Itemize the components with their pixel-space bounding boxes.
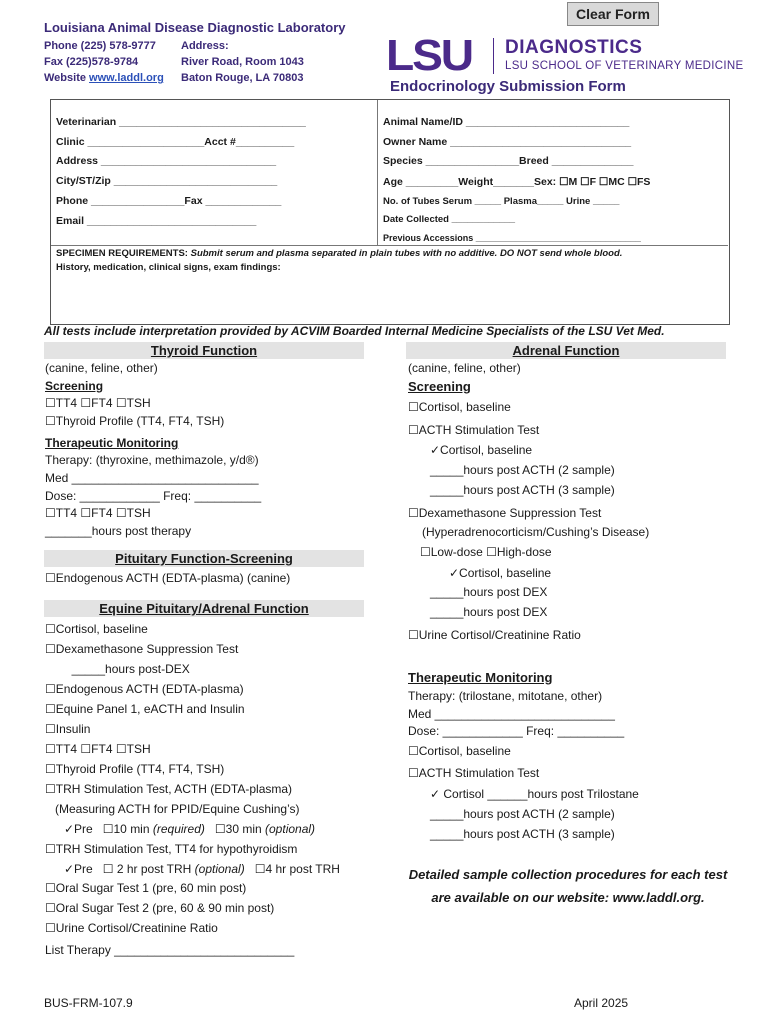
previous-accessions-field[interactable]: Previous Accessions _________________________________ — [383, 233, 641, 243]
thyroid-monitor-tests[interactable]: ☐TT4 ☐FT4 ☐TSH — [45, 506, 151, 520]
acth-stim-checkbox[interactable]: ☐ACTH Stimulation Test — [408, 423, 540, 437]
trh-10min[interactable]: ☐10 min — [102, 822, 153, 836]
pituitary-heading: Pituitary Function-Screening — [44, 550, 364, 567]
spec-text: Submit serum and plasma separated in plain tubes with no additive. DO NOT send whole blood. — [187, 248, 623, 259]
equine-item[interactable]: ☐Thyroid Profile (TT4, FT4, TSH) — [45, 762, 225, 776]
monitor-acth-3sample[interactable]: _____hours post ACTH (3 sample) — [430, 827, 615, 841]
logo-school: LSU SCHOOL OF VETERINARY MEDICINE — [505, 60, 744, 72]
spec-label: SPECIMEN REQUIREMENTS: — [56, 248, 188, 259]
trh2-2hr[interactable]: ☐ 2 hr post TRH — [102, 862, 195, 876]
thyroid-profile-checkbox[interactable]: ☐Thyroid Profile (TT4, FT4, TSH) — [45, 414, 225, 428]
form-date: April 2025 — [574, 996, 629, 1010]
equine-item[interactable]: ☐Urine Cortisol/Creatinine Ratio — [45, 921, 218, 935]
equine-heading: Equine Pituitary/Adrenal Function — [44, 600, 364, 617]
clinic-field[interactable]: Clinic ____________________Acct #__________ — [56, 136, 295, 148]
interpretation-note: All tests include interpretation provided by ACVIM Boarded Internal Medicine Specialists of the LSU Vet Med. — [44, 324, 665, 338]
urine-cortisol-checkbox[interactable]: ☐Urine Cortisol/Creatinine Ratio — [408, 628, 581, 642]
lab-contact — [44, 38, 164, 86]
phone-field[interactable]: Phone ________________Fax _____________ — [56, 195, 282, 207]
tubes-field[interactable]: No. of Tubes Serum _____ Plasma_____ Urine _____ — [383, 196, 620, 207]
equine-item[interactable]: ☐Dexamethasone Suppression Test — [45, 642, 239, 656]
adrenal-therapeutic-heading: Therapeutic Monitoring — [408, 670, 553, 685]
trh2-4hr[interactable]: ☐4 hr post TRH — [254, 862, 340, 876]
logo-divider — [493, 38, 494, 74]
adrenal-screening-heading: Screening — [408, 379, 471, 394]
dex-hours-2[interactable]: _____hours post DEX — [430, 605, 548, 619]
dex-suppression-checkbox[interactable]: ☐Dexamethasone Suppression Test — [408, 506, 602, 520]
equine-item[interactable]: ☐Oral Sugar Test 2 (pre, 60 & 90 min post) — [45, 901, 275, 915]
equine-item[interactable]: ☐TT4 ☐FT4 ☐TSH — [45, 742, 151, 756]
veterinarian-field[interactable]: Veterinarian ________________________________ — [56, 116, 306, 128]
adrenal-cortisol-checkbox[interactable]: ☐Cortisol, baseline — [408, 400, 511, 414]
trh-30min[interactable]: ☐30 min — [214, 822, 266, 836]
logo-diagnostics: DIAGNOSTICS — [505, 37, 643, 58]
equine-item[interactable]: ☐Oral Sugar Test 1 (pre, 60 min post) — [45, 881, 247, 895]
thyroid-therapeutic-heading: Therapeutic Monitoring — [45, 436, 179, 450]
lab-name: Louisiana Animal Disease Diagnostic Laboratory — [44, 20, 346, 35]
equine-item[interactable]: ☐Equine Panel 1, eACTH and Insulin — [45, 702, 245, 716]
lab-fax: Fax (225)578-9784 — [44, 56, 139, 68]
lab-phone: Phone (225) 578-9777 — [44, 40, 156, 52]
form-title: Endocrinology Submission Form — [390, 78, 626, 95]
thyroid-screening-heading: Screening — [45, 379, 104, 393]
lab-website-row — [44, 70, 164, 86]
box-divider-vertical — [377, 100, 378, 245]
adrenal-monitor-acth[interactable]: ☐ACTH Stimulation Test — [408, 766, 540, 780]
trilostane-cortisol[interactable]: ✓ Cortisol ______hours post Trilostane — [430, 787, 639, 801]
adrenal-species: (canine, feline, other) — [408, 361, 521, 375]
form-code: BUS-FRM-107.9 — [44, 996, 133, 1010]
thyroid-species: (canine, feline, other) — [45, 361, 158, 375]
thyroid-screen-tests[interactable]: ☐TT4 ☐FT4 ☐TSH — [45, 396, 151, 410]
thyroid-dose-field[interactable]: Dose: ____________ Freq: __________ — [45, 489, 262, 503]
animal-name-field[interactable]: Animal Name/ID ____________________________ — [383, 116, 630, 128]
email-field[interactable]: Email _____________________________ — [56, 215, 257, 227]
trh-tt4-timepoints[interactable] — [64, 862, 340, 876]
acth-hours-2sample[interactable]: _____hours post ACTH (2 sample) — [430, 463, 615, 477]
adrenal-monitor-cortisol[interactable]: ☐Cortisol, baseline — [408, 744, 511, 758]
adrenal-dose-field[interactable]: Dose: ____________ Freq: __________ — [408, 724, 625, 738]
adrenal-function-heading: Adrenal Function — [406, 342, 726, 359]
lab-address — [181, 38, 304, 86]
trh-tt4-checkbox[interactable]: ☐TRH Stimulation Test, TT4 for hypothyroidism — [45, 842, 298, 856]
equine-item[interactable]: ☐Endogenous ACTH (EDTA-plasma) — [45, 682, 244, 696]
trh2-2hr-note: (optional) — [194, 862, 245, 876]
history-label: History, medication, clinical signs, exam findings: — [56, 262, 281, 273]
date-collected-field[interactable]: Date Collected ____________ — [383, 214, 516, 225]
dex-hours-1[interactable]: _____hours post DEX — [430, 585, 548, 599]
owner-name-field[interactable]: Owner Name _______________________________ — [383, 136, 632, 148]
adrenal-med-field[interactable]: Med ___________________________ — [408, 707, 615, 721]
dex-description: (Hyperadrenocorticism/Cushing’s Disease) — [422, 525, 650, 539]
trh2-pre-check[interactable]: ✓Pre — [64, 862, 93, 876]
age-weight-sex-field[interactable]: Age _________Weight_______Sex: ☐M ☐F ☐MC ☐FS — [383, 176, 651, 188]
trh-30min-note: (optional) — [265, 822, 316, 836]
equine-item[interactable]: ☐Cortisol, baseline — [45, 622, 148, 636]
lsu-logo: LSU — [385, 31, 473, 80]
thyroid-med-field[interactable]: Med ____________________________ — [45, 471, 259, 485]
equine-item[interactable]: ☐TRH Stimulation Test, ACTH (EDTA-plasma) — [45, 782, 293, 796]
trh-10min-note: (required) — [152, 822, 205, 836]
equine-item[interactable]: _____hours post-DEX — [45, 662, 190, 676]
monitor-acth-2sample[interactable]: _____hours post ACTH (2 sample) — [430, 807, 615, 821]
address-line2: Baton Rouge, LA 70803 — [181, 72, 304, 84]
address-field[interactable]: Address ______________________________ — [56, 155, 277, 167]
thyroid-therapy: Therapy: (thyroxine, methimazole, y/d®) — [45, 453, 259, 467]
acth-cortisol-baseline[interactable]: ✓Cortisol, baseline — [430, 443, 533, 457]
website-link[interactable]: www.laddl.org — [89, 72, 164, 84]
address-label: Address: — [181, 40, 229, 52]
city-field[interactable]: City/ST/Zip ____________________________ — [56, 175, 278, 187]
submission-info-box — [50, 99, 730, 325]
website-label: Website — [44, 72, 86, 84]
dex-dose-options[interactable]: ☐Low-dose ☐High-dose — [420, 545, 552, 559]
thyroid-hours-field[interactable]: _______hours post therapy — [45, 524, 192, 538]
trh-acth-timepoints[interactable] — [64, 822, 315, 836]
thyroid-function-heading: Thyroid Function — [44, 342, 364, 359]
box-divider-horizontal — [51, 245, 728, 246]
acth-hours-3sample[interactable]: _____hours post ACTH (3 sample) — [430, 483, 615, 497]
address-line1: River Road, Room 1043 — [181, 56, 304, 68]
equine-item: (Measuring ACTH for PPID/Equine Cushing’s) — [45, 802, 300, 816]
dex-cortisol-baseline[interactable]: ✓Cortisol, baseline — [449, 566, 552, 580]
website-note: Detailed sample collection procedures for each test are available on our website: www.laddl.org. — [408, 867, 728, 905]
specimen-requirements — [56, 248, 622, 259]
clear-form-button[interactable]: Clear Form — [567, 2, 659, 26]
species-field[interactable]: Species ________________Breed ______________ — [383, 155, 634, 167]
trh-pre-check[interactable]: ✓Pre — [64, 822, 93, 836]
list-therapy-field[interactable]: List Therapy ___________________________ — [45, 943, 295, 957]
endogenous-acth-canine-checkbox[interactable]: ☐Endogenous ACTH (EDTA-plasma) (canine) — [45, 571, 291, 585]
equine-item[interactable]: ☐Insulin — [45, 722, 91, 736]
adrenal-therapy: Therapy: (trilostane, mitotane, other) — [408, 689, 603, 703]
